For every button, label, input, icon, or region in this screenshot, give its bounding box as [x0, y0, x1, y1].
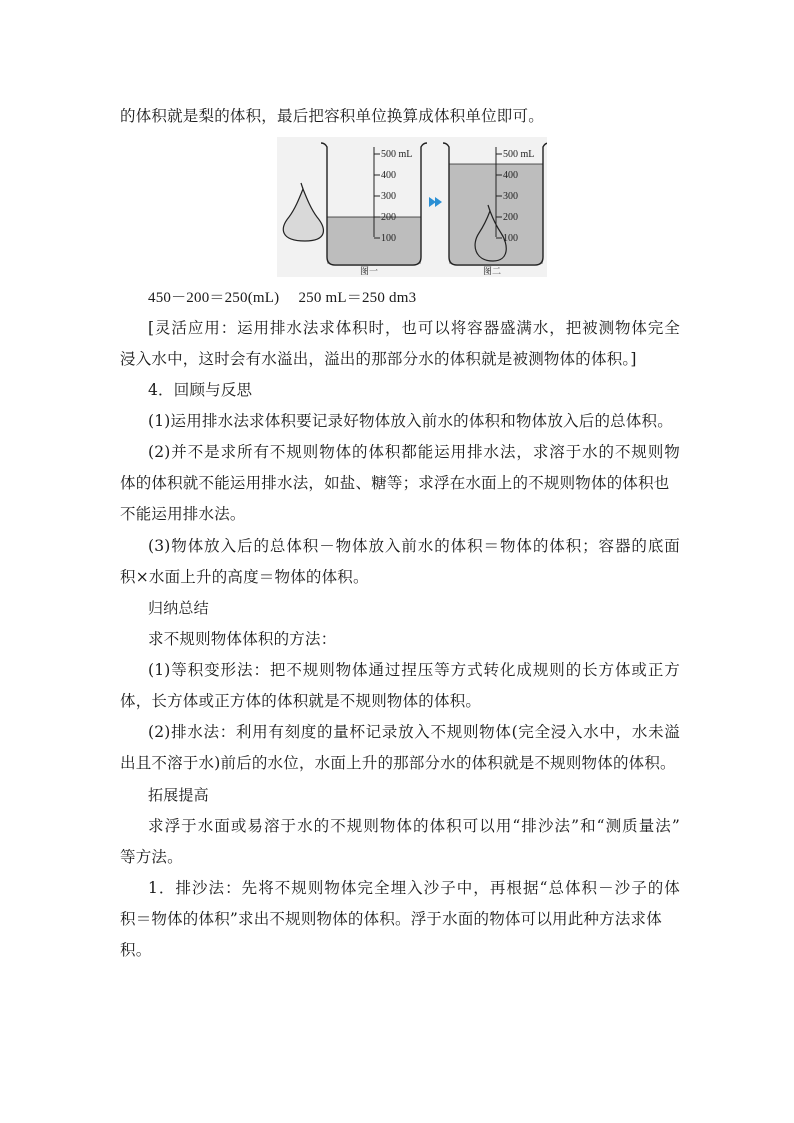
scale-label-300-right: 300 [503, 191, 518, 202]
caption-left: 图一 [360, 267, 379, 277]
section-heading: 拓展提高 [148, 786, 209, 804]
scale-label-200-right: 200 [503, 212, 518, 223]
note-line: 浸入水中，这时会有水溢出，溢出的那部分水的体积就是被测物体的体积。] [120, 350, 637, 368]
paragraph-line: (1)等积变形法：把不规则物体通过捏压等方式转化成规则的长方体或正方 [148, 661, 680, 679]
scale-label-500-right: 500 mL [503, 149, 535, 160]
beaker-figure [277, 137, 547, 277]
paragraph-line: 积。 [120, 941, 152, 959]
scale-label-400: 400 [381, 170, 396, 181]
scale-label-100: 100 [381, 233, 396, 244]
paragraph-line: 体，长方体或正方体的体积就是不规则物体的体积。 [120, 692, 482, 710]
paragraph-line: (2)排水法：利用有刻度的量杯记录放入不规则物体(完全浸入水中，水未溢 [148, 723, 680, 741]
section-heading: 归纳总结 [148, 599, 209, 617]
caption-right: 图二 [483, 267, 502, 277]
paragraph-line: 积×水面上升的高度＝物体的体积。 [120, 568, 369, 586]
paragraph-line: 求不规则物体体积的方法： [148, 630, 337, 648]
beaker-diagram [277, 137, 547, 277]
calculation-line: 450－200＝250(mL) 250 mL＝250 dm3 [148, 290, 417, 306]
scale-label-300: 300 [381, 191, 396, 202]
paragraph-line: 等方法。 [120, 848, 183, 866]
scale-label-200: 200 [381, 212, 396, 223]
paragraph-line: (2)并不是求所有不规则物体的体积都能运用排水法，求溶于水的不规则物 [148, 443, 680, 461]
paragraph-line: 的体积就是梨的体积，最后把容积单位换算成体积单位即可。 [120, 107, 544, 125]
paragraph-line: 不能运用排水法。 [120, 505, 246, 523]
paragraph-line: 体的体积就不能运用排水法，如盐、糖等；求浮在水面上的不规则物体的体积也 [120, 474, 670, 492]
section-heading: 4．回顾与反思 [148, 381, 253, 399]
scale-label-500: 500 mL [381, 149, 413, 160]
scale-label-400-right: 400 [503, 170, 518, 181]
scale-label-100-right: 100 [503, 233, 518, 244]
paragraph-line: (3)物体放入后的总体积－物体放入前水的体积＝物体的体积；容器的底面 [148, 537, 680, 555]
paragraph-line: (1)运用排水法求体积要记录好物体放入前水的体积和物体放入后的总体积。 [148, 412, 673, 430]
note-line: [灵活应用：运用排水法求体积时，也可以将容器盛满水，把被测物体完全 [148, 319, 680, 337]
paragraph-line: 出且不溶于水)前后的水位，水面上升的那部分水的体积就是不规则物体的体积。 [120, 754, 676, 772]
paragraph-line: 1．排沙法：先将不规则物体完全埋入沙子中，再根据“总体积－沙子的体 [148, 879, 680, 897]
paragraph-line: 积＝物体的体积”求出不规则物体的体积。浮于水面的物体可以用此种方法求体 [120, 910, 662, 928]
paragraph-line: 求浮于水面或易溶于水的不规则物体的体积可以用“排沙法”和“测质量法” [148, 817, 680, 835]
